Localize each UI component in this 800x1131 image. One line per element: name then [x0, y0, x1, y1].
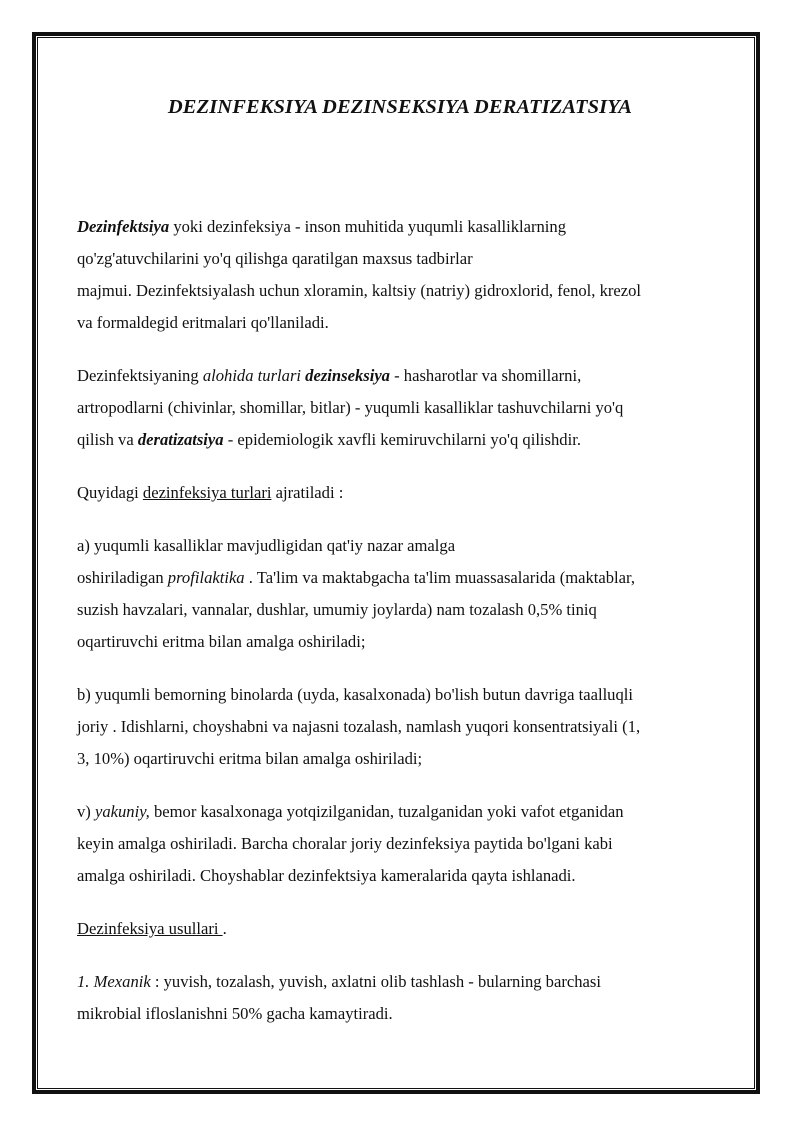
text-line: 3, 10%) oqartiruvchi eritma bilan amalga oshiriladi; [77, 749, 423, 768]
text-line: oshiriladigan profilaktika . Ta'lim va maktabgacha ta'lim muassasalarida (maktablar, [77, 568, 636, 587]
paragraph-definition [77, 211, 727, 339]
text-line: amalga oshiriladi. Choyshablar dezinfektsiya kameralarida qayta ishlanadi. [77, 866, 576, 885]
text-line: mikrobial ifloslanishni 50% gacha kamaytiradi. [77, 1004, 393, 1023]
term-profilaktika: profilaktika [167, 568, 245, 587]
text-line: Dezinfektsiya yoki dezinfeksiya - inson muhitida yuqumli kasalliklarning [77, 217, 566, 236]
term-dezinseksiya: dezinseksiya [305, 366, 390, 385]
text-line: va formaldegid eritmalari qo'llaniladi. [77, 313, 329, 332]
text-line: oqartiruvchi eritma bilan amalga oshiriladi; [77, 632, 366, 651]
document-title: DEZINFEKSIYA DEZINSEKSIYA DERATIZATSIYA [167, 96, 633, 118]
text-line: majmui. Dezinfektsiyalash uchun xloramin, kaltsiy (natriy) gidroxlorid, fenol, krezol [77, 281, 642, 300]
term-dezinfektsiya: Dezinfektsiya [77, 217, 170, 236]
term-mexanik: 1. Mexanik [77, 972, 151, 991]
paragraph-item-b [77, 679, 727, 775]
phrase-alohida-turlari: alohida turlari [202, 366, 302, 385]
document-body [77, 211, 727, 1051]
paragraph-types [77, 360, 727, 456]
text-line: qo'zg'atuvchilarini yo'q qilishga qaratilgan maxsus tadbirlar [77, 249, 473, 268]
text-line: v) yakuniy, bemor kasalxonaga yotqizilganidan, tuzalganidan yoki vafot etganidan [77, 802, 624, 821]
text-line: Quyidagi dezinfeksiya turlari ajratiladi : [77, 483, 344, 502]
term-yakuniy: yakuniy, [94, 802, 150, 821]
text-line: Dezinfeksiya usullari . [77, 919, 227, 938]
paragraph-method-mechanical [77, 966, 727, 1030]
text-line: a) yuqumli kasalliklar mavjudligidan qat'iy nazar amalga [77, 536, 456, 555]
term-deratizatsiya: deratizatsiya [137, 430, 224, 449]
link-dezinfeksiya-usullari[interactable]: Dezinfeksiya usullari [77, 919, 223, 938]
paragraph-item-a [77, 530, 727, 658]
text-line: suzish havzalari, vannalar, dushlar, umumiy joylarda) nam tozalash 0,5% tiniq [77, 600, 597, 619]
text-line: Dezinfektsiyaning alohida turlari dezinseksiya - hasharotlar va shomillarni, [77, 366, 582, 385]
text-line: artropodlarni (chivinlar, shomillar, bitlar) - yuqumli kasalliklar tashuvchilarni yo'q [77, 398, 624, 417]
text-line: b) yuqumli bemorning binolarda (uyda, kasalxonada) bo'lish butun davriga taalluqli [77, 685, 633, 704]
text-line: keyin amalga oshiriladi. Barcha choralar joriy dezinfeksiya paytida bo'lgani kabi [77, 834, 613, 853]
text-line: joriy . Idishlarni, choyshabni va najasni tozalash, namlash yuqori konsentratsiyali (1, [77, 717, 641, 736]
link-dezinfeksiya-turlari[interactable]: dezinfeksiya turlari [142, 483, 272, 502]
paragraph-item-v [77, 796, 727, 892]
text-line: 1. Mexanik : yuvish, tozalash, yuvish, axlatni olib tashlash - bularning barchasi [77, 972, 601, 991]
paragraph-methods-heading [77, 913, 727, 945]
text-line: qilish va deratizatsiya - epidemiologik xavfli kemiruvchilarni yo'q qilishdir. [77, 430, 581, 449]
paragraph-list-intro [77, 477, 727, 509]
